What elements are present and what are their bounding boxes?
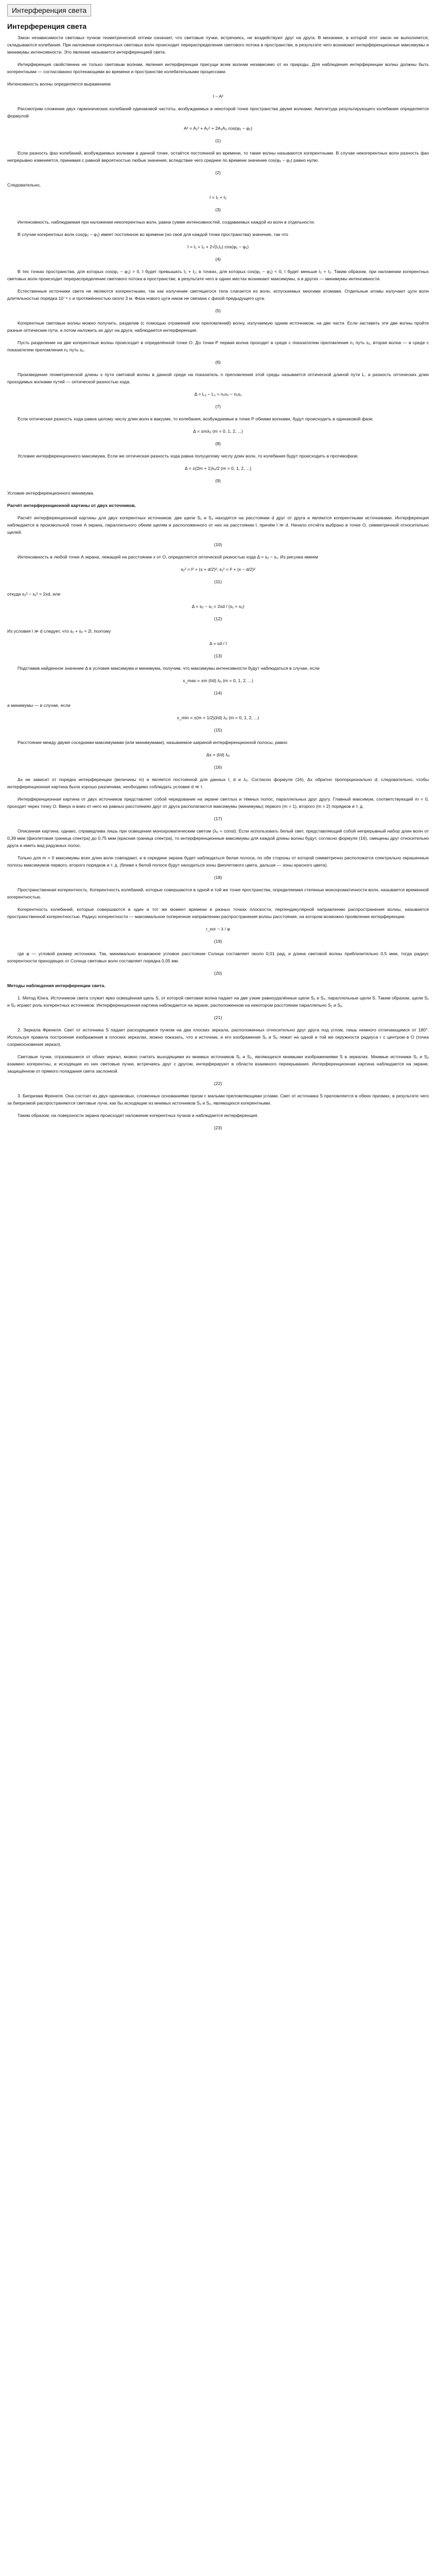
formula-number: (15) bbox=[214, 727, 222, 733]
paragraph: Интерференция свойственна не только световым волнам, явления интерференции присущи всем волнам независимо от их природы. Для наблюдения интерференции волны должны быть когерентными — согласованно протекающими во времени и пространстве колебательными процессами. bbox=[7, 62, 429, 74]
paragraph: Если оптическая разность хода равна целому числу длин волн в вакууме, то колебания, возбуждаемые в точке P обеими волнами, будут происходить в одинаковой фазе. bbox=[18, 416, 374, 421]
formula-number: (7) bbox=[215, 404, 221, 409]
formula: x_min = ±(m + 1/2)(l/d) λ₀ (m = 0, 1, 2, ...) bbox=[177, 715, 259, 720]
paragraph: Расчёт интерференционной картины для двух когерентных источников: две щели S₁ и S₂ находятся на расстоянии d друг от друга и являются когерентными источниками. Интерференция наблюдается в произвольной точке A экрана, параллельного обеим щелям и расположенного от них на расстоянии l, причём l ≫ d. Начало отсчёта выбрано в точке O, симметричной относительно щелей. bbox=[7, 515, 429, 535]
paragraph: Если разность фаз колебаний, возбуждаемых волнами в данной точке, остаётся постоянной во времени, то такие волны называются когерентными. В случае некогерентных волн разность фаз непрерывно изменяется, принимая с равной вероятностью любые значения, вследствие чего среднее по времени значение cos(φ₂ − φ₁) равно нулю. bbox=[7, 150, 429, 163]
formula-number: (18) bbox=[214, 875, 222, 880]
paragraph: Пусть разделение на две когерентные волны происходит в определённой точке O. До точки P первая волна проходит в среде с показателем преломления n₁ путь s₁, вторая волна — в среде с показателем преломления n₂ путь s₂. bbox=[7, 340, 429, 352]
formula-number: (11) bbox=[214, 579, 222, 584]
formula-number: (21) bbox=[214, 1015, 222, 1020]
tab-label: Интерференция света bbox=[12, 6, 87, 14]
paragraph: где φ — угловой размер источника. Так, минимально возможное угловое расстояние Солнца составляет около 0,01 рад, и длина световой волны приблизительно 0,5 мкм, тогда радиус когерентности приходящих от Солнца световых волн составляет порядка 0,05 мм. bbox=[7, 951, 429, 963]
paragraph: В тех точках пространства, для которых cos(φ₂ − φ₁) > 0, I будет превышать I₁ + I₂; в точках, для которых cos(φ₂ − φ₁) < 0, I будет меньше I₁ + I₂. Таким образом, при наложении когерентных световых волн происходит перераспределение светового потока в пространстве, в результате чего в одних местах возникают максимумы, а в других — минимумы интенсивности. bbox=[7, 269, 429, 281]
formula-number: (13) bbox=[214, 653, 222, 658]
paragraph: Описанная картина, однако, справедлива лишь при освещении монохроматическим светом (λ₀ = const). Если использовать белый свет, представляющий собой непрерывный набор длин волн от 0,39 мкм (фиолетовая граница спектра) до 0,75 мкм (красная граница спектра), то интерференционные максимумы для каждой длины волны будут, согласно формуле (16), смещены друг относительно друга и иметь вид радужных полос. bbox=[7, 828, 429, 848]
paragraph: Естественные источники света не являются когерентными, так как излучение светящегося тела слагается из волн, испускаемых многими атомами. Отдельные атомы излучают цуги волн длительностью порядка 10⁻⁸ с и протяжённостью около 3 м. Фаза нового цуга никак не связана с фазой предыдущего цуга. bbox=[7, 289, 429, 301]
formula-number: (6) bbox=[215, 360, 221, 365]
paragraph: Рассмотрим сложение двух гармонических колебаний одинаковой частоты, возбуждаемых в некоторой точке пространства двумя волнами. Амплитуда результирующего колебания определяется формулой bbox=[7, 106, 429, 118]
paragraph: Интерференционная картина от двух источников представляет собой чередование на экране светлых и тёмных полос, параллельных друг другу. Главный максимум, соответствующий m = 0, проходит через точку O. Вверх и вниз от него на равных расстояниях друг от друга располагаются максимумы (минимумы) первого (m = 1), второго (m = 2) порядков и т. д. bbox=[7, 796, 429, 809]
paragraph: Только для m = 0 максимумы всех длин волн совпадают, и в середине экрана будет наблюдаться белая полоса, по обе стороны от которой симметрично расположатся спектрально окрашенные полосы максимумов первого, второго порядков и т. д. (ближе к белой полосе будут находиться зоны фиолетового цвета, дальше — зоны красного цвета). bbox=[7, 855, 429, 868]
formula: I = I₁ + I₂ + 2√(I₁I₂) cos(φ₂ − φ₁) bbox=[187, 244, 249, 249]
paragraph: Подставив найденное значение Δ в условия максимума и минимума, получим, что максимумы интенсивности будут наблюдаться в случае, если bbox=[18, 666, 320, 671]
formula: I ~ A² bbox=[213, 94, 223, 99]
formula-number: (8) bbox=[215, 441, 221, 446]
page-title: Интерференция света bbox=[7, 22, 87, 30]
formula: Δ = ±mλ₀ (m = 0, 1, 2, ...) bbox=[193, 429, 243, 434]
paragraph: а минимумы — в случае, если bbox=[7, 703, 71, 708]
paragraph: В случае когерентных волн cos(φ₂ − φ₁) имеет постоянное во времени (но своё для каждой точки пространства) значение, так что bbox=[18, 232, 288, 237]
section-heading: Расчёт интерференционной картины от двух источников. bbox=[7, 503, 136, 508]
paragraph: Закон независимости световых пучков геометрической оптики означает, что световые пучки, встречаясь, не воздействуют друг на друга. В механике, в которой этот закон не выполняется, складываются колебания. При наложении когерентных световых волн происходит перераспределение светового потока в пространстве, в результате чего возникают интерференционные максимумы и минимумы интенсивности. Это явление называется интерференцией света. bbox=[7, 35, 429, 55]
paragraph: Следовательно, bbox=[7, 182, 41, 188]
paragraph: 1. Метод Юнга. Источником света служит ярко освещённая щель S, от которой световая волна падает на две узкие равноудалённые щели S₁ и S₂, параллельные щели S. Таким образом, щели S₁ и S₂ играют роль когерентных источников. Интерференционная картина наблюдается на экране, расположенном на некотором расстоянии параллельно S₁ и S₂. bbox=[7, 995, 429, 1008]
formula-number: (20) bbox=[214, 971, 222, 976]
formula-number: (3) bbox=[215, 207, 221, 212]
paragraph: Условие интерференционного максимума. Если же оптическая разность хода равна полуцелому числу длин волн, то колебания будут происходить в противофазе. bbox=[18, 453, 359, 459]
formula-number: (5) bbox=[215, 308, 221, 313]
formula: Δ = ±(2m + 1)λ₀/2 (m = 0, 1, 2, ...) bbox=[184, 466, 252, 471]
paragraph: Таким образом, на поверхности экрана происходит наложение когерентных пучков и наблюдается интерференция. bbox=[18, 1113, 259, 1118]
formula-number: (4) bbox=[215, 257, 221, 262]
formula: Δ = s₂ − s₁ = 2xd / (s₁ + s₂) bbox=[191, 604, 245, 609]
formula-number: (9) bbox=[215, 478, 221, 483]
formula: Δ = xd / l bbox=[209, 641, 227, 646]
formula-number: (19) bbox=[214, 939, 222, 944]
formula: Δx = (l/d) λ₀ bbox=[206, 752, 230, 757]
formula: x_max = ±m (l/d) λ₀ (m = 0, 1, 2, ...) bbox=[183, 678, 253, 683]
paragraph: Расстояние между двумя соседними максимумами (или минимумами), называемое шириной интерференционной полосы, равно bbox=[18, 740, 288, 745]
paragraph: Δx не зависит от порядка интерференции (величины m) и является постоянной для данных l, d и λ₀. Согласно формуле (16), Δx обратно пропорционально d; следовательно, чтобы интерференционная картина была хорошо различима, необходимо соблюдать условие d ≪ l. bbox=[7, 777, 429, 789]
formula: Δ = L₂ − L₁ = n₂s₂ − n₁s₁ bbox=[194, 392, 242, 397]
formula-number: (16) bbox=[214, 765, 222, 770]
formula-number: (2) bbox=[215, 170, 221, 175]
formula-number: (1) bbox=[215, 138, 221, 143]
paragraph: Условие интерференционного минимума. bbox=[7, 490, 94, 496]
tab-interference[interactable] bbox=[7, 4, 91, 16]
formula-number: (12) bbox=[214, 616, 222, 621]
paragraph: 2. Зеркала Френеля. Свет от источника S падает расходящимся пучком на два плоских зеркала, расположенных относительно друг друга под углом, лишь немного отличающимся от 180°. Используя правила построения изображения в плоских зеркалах, можно показать, что и источник, и его изображения S₁ и S₂ лежат на одной и той же окружности радиуса r с центром в O (точка соприкосновения зеркал). bbox=[7, 1027, 429, 1047]
formula-number: (14) bbox=[214, 690, 222, 696]
formula-number: (10) bbox=[214, 542, 222, 547]
formula-number: (17) bbox=[214, 816, 222, 821]
paragraph: Интенсивность в любой точке A экрана, лежащей на расстоянии x от O, определяется оптической разностью хода Δ = s₂ − s₁. Из рисунка имеем bbox=[18, 554, 318, 560]
formula: A² = A₁² + A₂² + 2A₁A₂ cos(φ₂ − φ₁) bbox=[183, 126, 253, 131]
formula: s₂² = l² + (x + d/2)²; s₁² = l² + (x − d/2)² bbox=[181, 567, 255, 572]
formula: I = I₁ + I₂ bbox=[209, 195, 227, 200]
paragraph: Пространственная когерентность. Когерентность колебаний, которые совершаются в одной и той же точке пространства, определяемая степенью монохроматичности волн, называется временной когерентностью. bbox=[7, 887, 429, 900]
paragraph: 3. Бипризма Френеля. Она состоит из двух одинаковых, сложенных основаниями призм с малыми преломляющими углами. Свет от источника S преломляется в обеих призмах, в результате чего за бипризмой распространяются световые лучи, как бы исходящие из мнимых источников S₁ и S₂, являющихся когерентными. bbox=[7, 1093, 429, 1106]
formula: r_ког ~ λ / φ bbox=[206, 926, 230, 931]
paragraph: Когерентность колебаний, которые совершаются в один и тот же момент времени в разных точках плоскости, перпендикулярной направлению распространения волны, называется пространственной когерентностью. Радиус когерентности — максимальное поперечное направлению распространения волны расстояние, на котором возможно проявление интерференции. bbox=[7, 907, 429, 919]
formula-number: (23) bbox=[214, 1125, 222, 1130]
paragraph: Произведение геометрической длины s пути световой волны в данной среде на показатель n преломления этой среды называется оптической длиной пути L, а разность оптических длин проходимых волнами путей — оптической разностью хода. bbox=[7, 372, 429, 384]
paragraph: Интенсивность волны определяется выражением bbox=[7, 81, 111, 87]
paragraph: Когерентные световые волны можно получить, разделив (с помощью отражений или преломлений) волну, излучаемую одним источником, на две части. Если заставить эти две волны пройти разные оптические пути, а потом наложить их друг на друга, наблюдается интерференция. bbox=[7, 320, 429, 333]
paragraph: Из условия l ≫ d следует, что s₁ + s₂ ≈ 2l, поэтому bbox=[7, 629, 111, 634]
paragraph: Световые пучки, отразившиеся от обоих зеркал, можно считать выходящими из мнимых источников S₁ и S₂, являющихся мнимыми изображениями S в зеркалах. Мнимые источники S₁ и S₂ взаимно когерентны, и исходящие из них световые пучки, встречаясь друг с другом, интерферируют в области взаимного перекрывания. Интерференционная картина наблюдается на экране, защищённом от прямого попадания света заслонкой. bbox=[7, 1054, 429, 1074]
paragraph: откуда s₂² − s₁² = 2xd, или bbox=[7, 591, 61, 597]
formula-number: (22) bbox=[214, 1081, 222, 1086]
paragraph: Интенсивность, наблюдаемая при наложении некогерентных волн, равна сумме интенсивностей, создаваемых каждой из волн в отдельности. bbox=[18, 219, 315, 225]
section-heading: Методы наблюдения интерференции света. bbox=[7, 983, 106, 988]
